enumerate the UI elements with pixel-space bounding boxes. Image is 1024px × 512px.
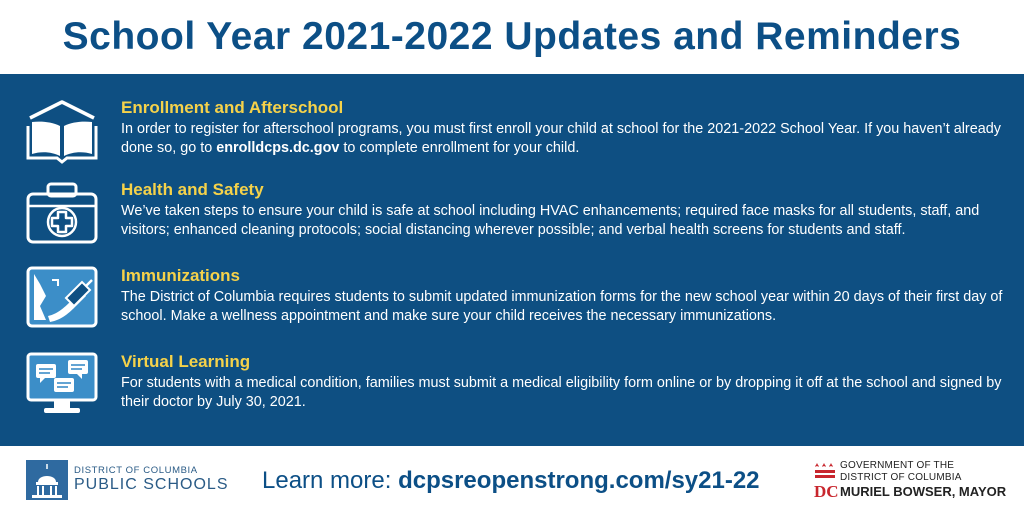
section-title: Virtual Learning bbox=[121, 352, 251, 371]
dc-government-logo[interactable] bbox=[814, 460, 1007, 502]
section-body: We’ve taken steps to ensure your child is safe at school including HVAC enhancements; required face masks for all students, staff, and visitors; enhanced cleaning protocols; social distancing wherever possible; and verbal health screens for students and staff. bbox=[121, 203, 980, 238]
vaccination-icon bbox=[24, 266, 100, 332]
learn-more-link[interactable]: dcpsreopenstrong.com/sy21-22 bbox=[398, 467, 760, 494]
header bbox=[0, 0, 1024, 74]
first-aid-kit-icon bbox=[24, 180, 100, 246]
section-body bbox=[121, 120, 1011, 158]
gov-logo-line3: MURIEL BOWSER, MAYOR bbox=[840, 484, 1007, 499]
footer bbox=[0, 446, 1024, 512]
body-text: to complete enrollment for your child. bbox=[339, 140, 580, 156]
section-enrollment bbox=[0, 98, 1024, 178]
open-book-icon bbox=[24, 98, 100, 164]
section-title: Immunizations bbox=[121, 266, 241, 285]
section-title: Health and Safety bbox=[121, 180, 264, 199]
learn-more-label: Learn more: bbox=[262, 467, 399, 494]
learn-more bbox=[262, 467, 760, 495]
section-body: The District of Columbia requires students to submit updated immunization forms for the new school year within 20 days of their first day of school. Make a wellness appointment and make sure your child receives the necessary immunizations. bbox=[121, 289, 1003, 324]
section-body: For students with a medical condition, families must submit a medical eligibility form online or by dropping it off at the school and signed by their doctor by July 30, 2021. bbox=[121, 375, 1002, 410]
capitol-dome-icon bbox=[26, 460, 68, 500]
gov-logo-line2: DISTRICT OF COLUMBIA bbox=[840, 472, 962, 483]
dcps-logo-line1: DISTRICT OF COLUMBIA bbox=[74, 465, 198, 476]
page-title: School Year 2021-2022 Updates and Reminders bbox=[62, 15, 962, 58]
body-text: In order to register for afterschool programs, you must first enroll your child at school for the 2021-2022 School Year. If you haven’t already done so, go to bbox=[121, 121, 1001, 156]
section-title: Enrollment and Afterschool bbox=[121, 98, 344, 117]
updates-panel bbox=[0, 74, 1024, 446]
section-immunizations bbox=[0, 266, 1024, 346]
dcps-logo-line2: PUBLIC SCHOOLS bbox=[74, 476, 229, 493]
computer-monitor-chat-icon bbox=[24, 352, 100, 418]
dc-flag-icon bbox=[814, 460, 839, 501]
dcps-logo[interactable] bbox=[26, 460, 229, 502]
svg-text:DC: DC bbox=[814, 482, 839, 501]
section-health bbox=[0, 180, 1024, 260]
section-virtual-learning bbox=[0, 352, 1024, 432]
enroll-link[interactable]: enrolldcps.dc.gov bbox=[216, 140, 340, 156]
gov-logo-line1: GOVERNMENT OF THE bbox=[840, 460, 955, 471]
